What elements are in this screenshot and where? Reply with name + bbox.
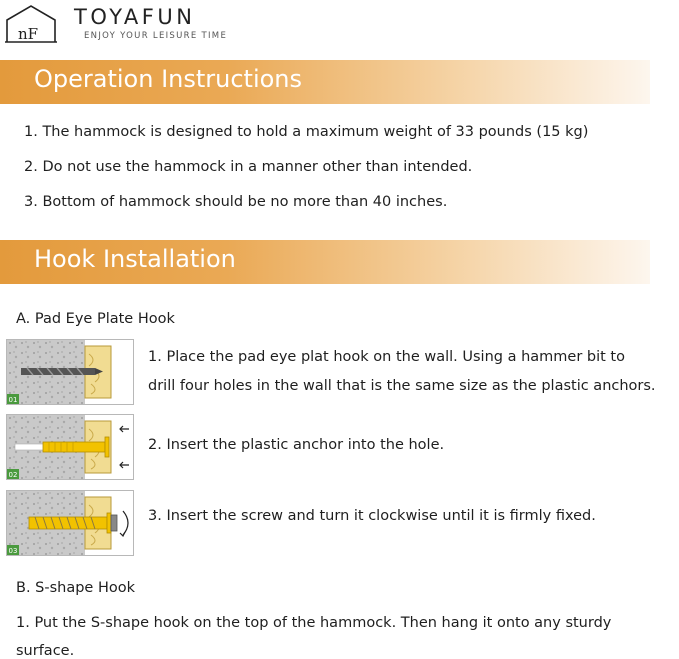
step-3-badge: 03 bbox=[8, 547, 18, 555]
step-1-text-line-2: drill four holes in the wall that is the same size as the plastic anchors. bbox=[148, 378, 656, 394]
step-2-text: 2. Insert the plastic anchor into the hole. bbox=[148, 437, 445, 453]
step-3-text: 3. Insert the screw and turn it clockwise until it is firmly fixed. bbox=[148, 508, 596, 524]
section-b-heading: B. S-shape Hook bbox=[16, 580, 136, 596]
step-2-illustration bbox=[6, 414, 134, 480]
hook-banner bbox=[0, 240, 650, 284]
operation-banner bbox=[0, 60, 650, 104]
section-b-line-2: surface. bbox=[16, 643, 75, 659]
section-b-line-1: 1. Put the S-shape hook on the top of the hammock. Then hang it onto any sturdy bbox=[16, 615, 612, 631]
step-1-text-line-1: 1. Place the pad eye plat hook on the wall. Using a hammer bit to bbox=[148, 349, 625, 365]
operation-item-2: 2. Do not use the hammock in a manner other than intended. bbox=[24, 159, 473, 175]
operation-item-1: 1. The hammock is designed to hold a maximum weight of 33 pounds (15 kg) bbox=[24, 124, 589, 140]
step-1-illustration bbox=[6, 339, 134, 405]
step-1-badge: 01 bbox=[8, 396, 18, 404]
step-2-badge: 02 bbox=[8, 471, 18, 479]
step-3-illustration bbox=[6, 490, 134, 556]
operation-title: Operation Instructions bbox=[34, 65, 303, 93]
brand-name: TOYAFUN bbox=[74, 5, 196, 29]
brand-logo bbox=[4, 2, 264, 44]
operation-item-3: 3. Bottom of hammock should be no more than 40 inches. bbox=[24, 194, 448, 210]
hook-title: Hook Installation bbox=[34, 245, 236, 273]
brand-tagline: ENJOY YOUR LEISURE TIME bbox=[84, 31, 228, 41]
section-a-heading: A. Pad Eye Plate Hook bbox=[16, 311, 175, 327]
house-logo-icon bbox=[4, 2, 58, 44]
logo-letters: nF bbox=[18, 25, 39, 43]
